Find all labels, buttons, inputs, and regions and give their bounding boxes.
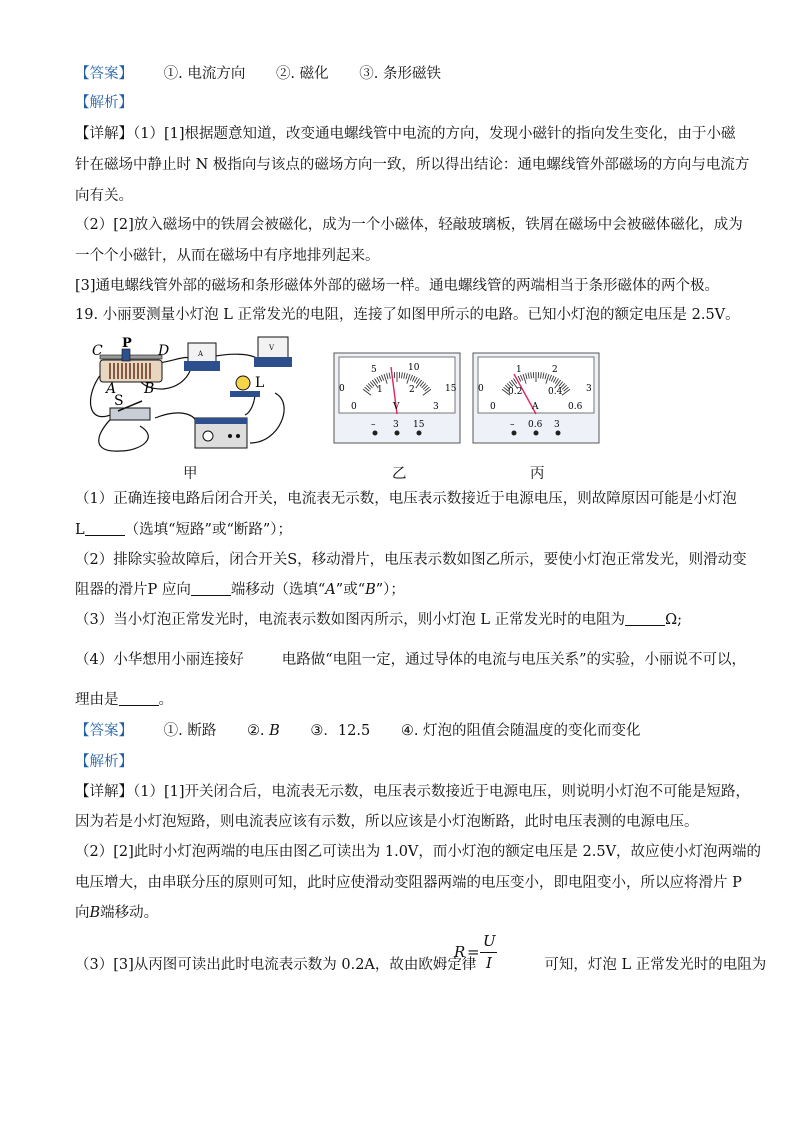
question-part-4b [75,690,173,710]
a-bot-0: 0 [490,402,496,412]
answer-tag: 【答案】 [75,723,133,739]
formula-r: R [454,943,466,961]
part-text: 理由是 [75,692,119,708]
answer-blank[interactable] [191,581,231,596]
answer-tag: 【答案】 [75,66,133,82]
question-part-1b [75,520,292,540]
label-b: B [144,381,155,397]
label-s: S [114,393,124,409]
answer-item-2-value: B [269,723,280,739]
label-l: L [255,375,265,391]
detail-text: 端移动。 [100,905,159,921]
v-bot-1: 1 [377,385,383,395]
question-part-4 [75,650,746,670]
part-text: 端移动（选填“ [230,582,326,598]
detail-line [75,124,736,144]
detail-text: 向 [75,905,90,921]
answer-line-1 [75,64,441,84]
a-term-06: 0.6 [528,420,543,430]
question-part-2b [75,580,405,600]
part-text: （4）小华想用小丽连接好 [75,652,244,668]
v-term-15: 15 [413,420,425,430]
question-part-1: （1）正确连接电路后闭合开关，电流表无示数，电压表示数接近于电源电压，则故障原因可能是小灯泡 [75,491,737,507]
answer-item-1: ①. 电流方向 [163,66,246,82]
voltmeter-symbol: V [269,344,275,352]
detail-text: （1）[1]根据题意知道，改变通电螺线管中电流的方向，发现小磁针的指向发生变化，由于小磁 [133,126,736,142]
question-part-2: （2）排除实验故障后，闭合开关S，移动滑片，电压表示数如图乙所示，要使小灯泡正常发光，则滑动变 [75,552,747,568]
a-top-0: 0 [478,384,484,394]
answer-item-1: ①. 断路 [163,723,217,739]
v-top-10: 10 [408,363,420,373]
v-top-0: 0 [339,384,345,394]
a-bot-04: 0.4 [548,387,563,397]
v-bot-0: 0 [351,402,357,412]
detail-line: 针在磁场中静止时 N 极指向与该点的磁场方向一致，所以得出结论：通电螺线管外部磁场的方向与电流方 [75,157,750,173]
a-term-neg: – [510,420,515,430]
answer-item-2: ②. [246,723,265,739]
v-top-15: 15 [445,384,457,394]
label-d: D [158,343,170,359]
voltmeter-figure [333,352,461,444]
detail-text: （1）[1]开关闭合后，电流表无示数，电压表示数接近于电源电压，则说明小灯泡不可能是短路， [133,784,751,800]
analysis-tag: 【解析】 [75,754,133,770]
answer-blank[interactable] [625,611,665,626]
detail-line: （2）[2]放入磁场中的铁屑会被磁化，成为一个小磁体，轻敲玻璃板，铁屑在磁场中会被磁体磁化，成为 [75,217,743,233]
figure-label-jia: 甲 [183,466,198,482]
label-c: C [92,343,103,359]
label-a: A [106,381,117,397]
detail-tag: 【详解】 [75,126,133,142]
a-unit: A [532,402,539,412]
detail-text: （3）[3]从丙图可读出此时电流表示数为 0.2A，故由欧姆定律 [75,957,477,973]
a-bot-02: 0.2 [508,387,523,397]
v-term-neg: – [371,420,376,430]
detail-line: （2）[2]此时小灯泡两端的电压由图乙可读出为 1.0V，而小灯泡的额定电压是 2.5V，故应使小灯泡两端的 [75,844,762,860]
a-top-2: 2 [552,365,558,375]
detail-text: 可知，灯泡 L 正常发光时的电阻为 [544,957,767,973]
part-text: （选填“短路”或“断路”）； [124,522,293,538]
question-stem: 19. 小丽要测量小灯泡 L 正常发光的电阻，连接了如图甲所示的电路。已知小灯泡的额定电压是 2.5V。 [75,307,740,323]
formula-eq: = [467,943,480,961]
figure-label-yi: 乙 [392,466,407,482]
part-text: （3）当小灯泡正常发光时，电流表示数如图丙所示，则小灯泡 L 正常发光时的电阻为 [75,612,626,628]
v-top-5: 5 [371,365,377,375]
analysis-tag: 【解析】 [75,95,133,111]
part-text: 电路做“电阻一定，通过导体的电流与电压关系”的实验，小丽说不可以， [281,652,747,668]
detail-line [75,903,158,923]
detail-line: 电压增大，由串联分压的原则可知，此时应使滑动变阻器两端的电压变小，即电阻变小，所以应将滑片 P [75,875,742,891]
formula-u: U [483,932,496,950]
option-b: B [365,582,376,598]
detail-line: [3]通电螺线管外部的磁场和条形磁体外部的磁场一样。通电螺线管的两端相当于条形磁体的两个极。 [75,278,720,294]
detail-line [75,955,766,975]
detail-line [75,782,750,802]
part-text: 。 [158,692,173,708]
v-unit: V [393,402,400,412]
answer-item-4: ④. 灯泡的阻值会随温度的变化而变化 [400,723,641,739]
answer-item-3: ③．12.5 [310,723,371,739]
v-bot-2: 2 [409,385,415,395]
detail-line: 向有关。 [75,188,133,204]
formula-i: I [486,954,492,972]
part-text: ”）； [375,582,405,598]
a-top-1: 1 [516,365,522,375]
part-text: 阻器的滑片P 应向 [75,582,191,598]
ammeter-symbol: A [198,350,204,358]
v-bot-3: 3 [433,402,439,412]
label-p: P [122,336,132,351]
option-a: A [325,582,336,598]
circuit-figure [80,333,310,458]
answer-item-3: ③. 条形磁铁 [359,66,441,82]
a-top-3: 3 [586,384,592,394]
a-bot-06: 0.6 [568,402,583,412]
question-part-3 [75,610,682,630]
v-term-3: 3 [393,420,399,430]
part-text: Ω; [665,612,682,628]
a-term-3: 3 [554,420,560,430]
detail-italic: B [89,905,101,921]
part-text: ”或“ [335,582,366,598]
answer-item-2: ②. 磁化 [275,66,329,82]
fraction-bar [480,952,497,953]
detail-line: 一个个小磁针，从而在磁场中有序地排列起来。 [75,248,380,264]
answer-blank[interactable] [119,691,159,706]
detail-line: 因为若是小灯泡短路，则电流表应该有示数，所以应该是小灯泡断路，此时电压表测的电源电压。 [75,814,699,830]
answer-line-2 [75,721,641,741]
detail-tag: 【详解】 [75,784,133,800]
part-text: L [75,522,85,538]
ammeter-figure [472,352,600,444]
figure-label-bing: 丙 [530,466,545,482]
answer-blank[interactable] [85,521,125,536]
